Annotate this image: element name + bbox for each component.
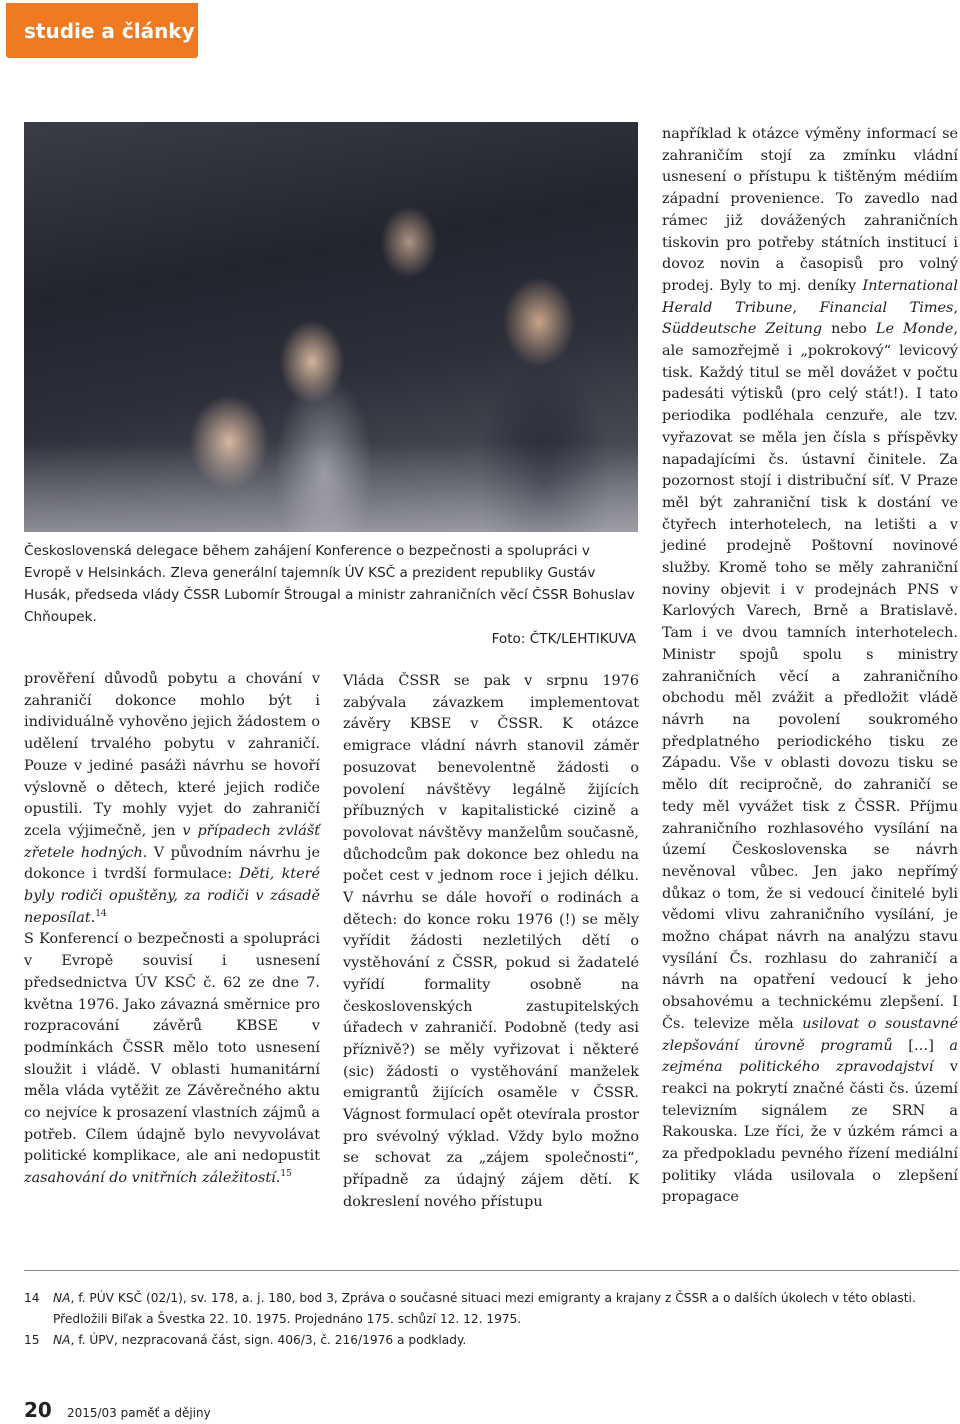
archive-abbrev: NA [53,1291,71,1305]
text-run: , f. PÚV KSČ (02/1), sv. 178, a. j. 180, bod 3, Zpráva o současné situaci mezi emigranty a krajany z ČSSR a o dalších úkolech v této oblasti. Předložili Biľak a Švestka 22. 10. 1975. Projednáno 175. schůzí 12. 12. 1975. [53,1291,916,1326]
paragraph [24,669,320,929]
section-tab: studie a články [6,3,198,58]
footnote-number: 14 [24,1291,40,1305]
newspaper-title: International Herald Tribune [662,277,958,316]
text-run: nebo [822,321,876,338]
text-run: . [275,1170,281,1187]
text-run: , f. ÚPV, nezpracovaná část, sign. 406/3, č. 216/1976 a podklady. [70,1333,467,1347]
page-number: 20 [24,1398,52,1422]
quote-italic: usilovat o soustavné zlepšování úrovně programů [662,1015,958,1054]
text-column-1 [24,669,320,1190]
paragraph: Vláda ČSSR se pak v srpnu 1976 zabývala závazkem implementovat závěry KBSE v ČSSR. K otázce emigrace vládní návrh stanovil záměr posuzovat benevolentně žádosti o povolení návštěvy legálně žijících příbuzných v kapitalistické cizině a povolovat návštěvy manželům současně, důchodcům pak dokonce bez ohledu na počet cest v jednom roce i jejich délku. V návrhu se dále hovoří o rodinách a dětech: do konce roku 1976 (!) se měly vyřídit žádosti nezletilých dětí o vystěhování z ČSSR, pokud si žadatelé vyřídí formality osobně na československých zastupitelských úřadech v zahraničí. Podobně (tedy asi příznivě?) se měly vyřizovat i některé (sic) žádosti o vystěhování manželek emigrantů žijících osaměle v ČSSR. Vágnost formulací opět otevírala prostor pro svévolný výklad. Vždy bylo možno se schovat za „zájem společnosti“, případně za údajný zájem dětí. K dokreslení nového přístupu [343,673,639,1210]
paragraph [24,929,320,1189]
text-run: například k otázce výměny informací se zahraničím stojí za zmínku vládní usnesení o přístupu k tištěným médiím západní provenience. To zavedlo nad rámec již dovážených zahraničních tiskovin pro potřeby státních institucí i dovoz novin a časopisů pro volný prodej. Byly to mj. deníky [662,126,958,294]
caption-text: Československá delegace během zahájení Konference o bezpečnosti a spolupráci v Evropě v Helsinkách. Zleva generální tajemník ÚV KSČ a prezident republiky Gustáv Husák, předseda vlády ČSSR Lubomír Štrougal a ministr zahraničních věcí ČSSR Bohuslav Chňoupek. [24,543,635,625]
text-column-2 [343,671,639,1214]
newspaper-title: Financial Times [819,299,954,316]
quote-italic: Děti, které byly rodiči opuštěny, za rodiči v zásadě neposílat [24,866,320,926]
photo-desk-area [24,442,638,532]
quote-italic: v případech zvlášť zřetele hodných [24,822,320,861]
footnote-ref[interactable]: 14 [95,908,107,919]
footnote-text [53,1288,959,1330]
text-run: v reakci na pokrytí značné části čs. území televizním signálem ze SRN a Rakouska. Lze říci, že v úzkém rámci a za předpokladu pevného řízení mediální politiky vláda usilovala o zlepšení propagace [662,1059,958,1206]
newspaper-title: Le Monde [875,321,954,338]
text-run: . [90,909,96,926]
delegation-photo [24,122,638,532]
text-run: prověření důvodů pobytu a chování v zahraničí dokonce mohlo být i individuálně vyhověno jejich žádostem o udělení trvalého pobytu v zahraničí. Pouze v jediné pasáži návrhu se hovoří výslovně o dětech, které jejich rodiče opustili. Ty mohly vyjet do zahraničí zcela výjimečně, jen [24,671,320,839]
text-run: S Konferencí o bezpečnosti a spolupráci v Evropě souvisí i usnesení předsednictva ÚV KSČ č. 62 ze dne 7. května 1976. Jako závazná směrnice pro rozpracování závěrů KBSE v podmínkách ČSSR mělo toto usnesení sloužit i vládě. V oblasti humanitární měla vláda vytěžit ze Závěrečného aktu co nejvíce k prosazení vlastních zájmů a potřeb. Cílem údajně bylo nevyvolávat politické komplikace, ale ani nedopustit [24,931,320,1165]
footnote-number: 15 [24,1333,40,1347]
footnote-ref[interactable]: 15 [280,1169,292,1180]
text-run: . V původním návrhu je dokonce i tvrdší formulace: [24,844,321,883]
footnote-item [24,1288,959,1330]
text-run: , [792,299,820,316]
quote-italic: zasahování do vnitřních záležitostí [24,1170,276,1187]
photo-credit: Foto: ČTK/LEHTIKUVA [491,631,636,647]
newspaper-title: Süddeutsche Zeitung [662,321,823,338]
archive-abbrev: NA [53,1333,71,1347]
footnotes [24,1288,959,1351]
footnote-text [53,1330,959,1351]
footnote-item [24,1330,959,1351]
journal-issue: 2015/03 paměť a dějiny [66,1406,211,1420]
footnote-divider [24,1270,959,1271]
text-run: , [953,299,959,316]
text-run: , ale samozřejmě i „pokrokový“ levicový tisk. Každý titul se měl dovážet v počtu padesáti výtisků (pro celý stát!). I tato periodika podléhala cenzuře, ale tzv. vyřazovat se měla jen čísla s příspěvky napadajícími čs. ústavní činitele. Za pozornost stojí i distribuční síť. V Praze měl být zahraniční tisk k dostání ve čtyřech interhotelech, na letišti a v jediné prodejně Poštovní novinové služby. Kromě toho se měly zahraniční noviny objevit i v prodejnách PNS v Karlových Varech, Brně a Bratislavě. Tam i ve dvou tamních interhotelech. Ministr spojů spolu s ministry zahraničních věcí a zahraničního obchodu měl zvážit a předložit vládě návrh na povolení soukromého předplatného periodického tisku ze Západu. Vše v oblasti dovozu tisku se mělo dít recipročně, do zahraničí se tedy měl vyvážet tisk z ČSSR. Příjmu zahraničního rozhlasového vysílání na území Československa se návrh nevěnoval vůbec. Jen jako nepřímý důkaz o tom, že si vedoucí činitelé byli vědomi vlivu zahraničního vysílání, je možno chápat návrh na analýzu stavu vysílání Čs. rozhlasu do zahraničí a návrh na opatření vedoucí k jeho obsahovému a technickému zlepšení. I Čs. televize měla [662,321,959,1032]
photo-caption [24,540,638,650]
text-run: […] [892,1037,950,1054]
page-footer [24,1398,211,1422]
text-column-3 [662,124,958,1209]
quote-italic: a zejména politického zpravodajství [662,1037,958,1076]
paragraph [662,124,958,1209]
